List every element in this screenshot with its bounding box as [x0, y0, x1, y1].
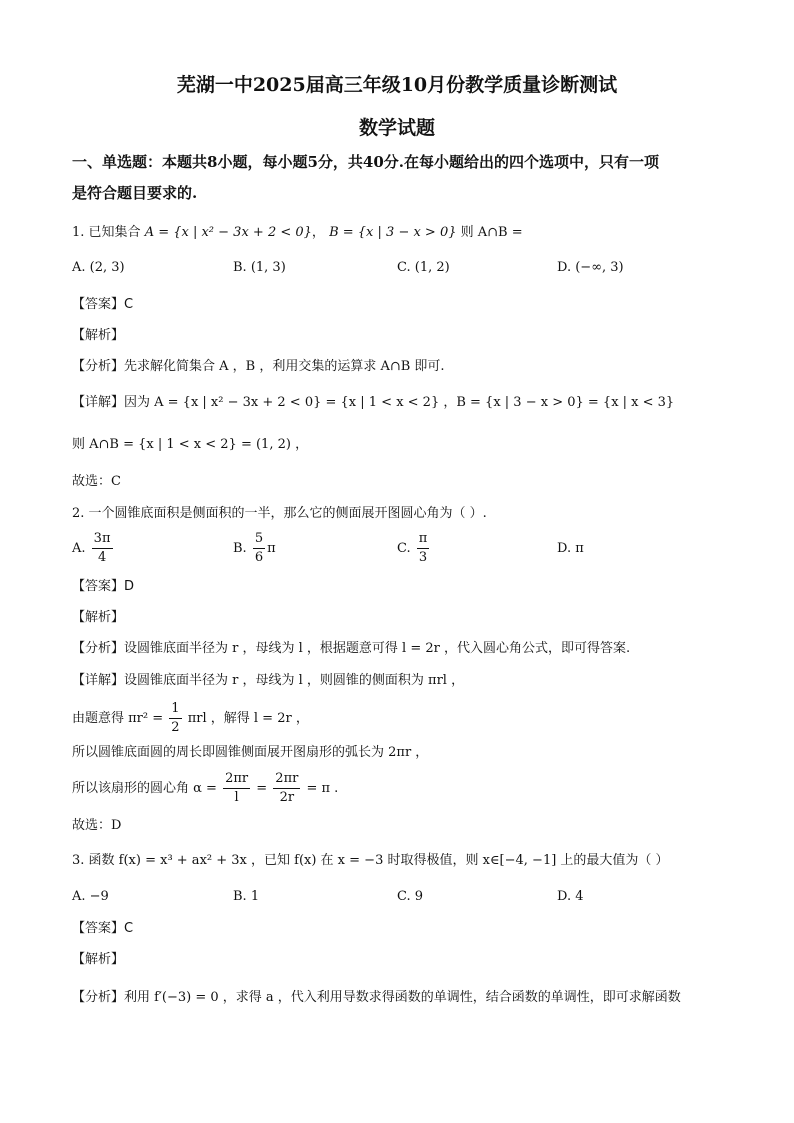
q2-angle-post: = π . [306, 781, 339, 796]
q2-equation-pre: 由题意得 πr² = [72, 711, 164, 726]
q2-angle-pre: 所以该扇形的圆心角 α = [72, 781, 217, 796]
q2-angle-fraction-1 [223, 770, 250, 807]
q2-equation-num: 1 [169, 700, 181, 719]
q2-stem: 2. 一个圆锥底面积是侧面积的一半，那么它的侧面展开图圆心角为（ ）. [72, 506, 487, 521]
q3-option-c: C. 9 [397, 889, 424, 904]
q1-sep: ， [311, 225, 325, 240]
q1-stem-post: 则 A∩B = [460, 225, 523, 240]
q2-angle-den-1: l [234, 790, 239, 805]
q2-answer: 【答案】D [72, 579, 135, 594]
q1-set-b: B = {x | 3 − x > 0} [329, 225, 457, 240]
q2-angle-mid: = [256, 781, 268, 796]
q2-option-b [233, 530, 276, 567]
q3-stem: 3. 函数 f(x) = x³ + ax² + 3x ，已知 f(x) 在 x = −3 时取得极值，则 x∈[−4, −1] 上的最大值为（ ） [72, 853, 669, 868]
q1-set-a: A = {x | x² − 3x + 2 < 0} [144, 225, 312, 240]
q2-option-a-num: 3π [92, 530, 113, 549]
q2-fenxi: 【分析】设圆锥底面半径为 r ，母线为 l ，根据题意可得 l = 2r ，代入圆心角公式，即可得答案. [72, 641, 631, 656]
q1-option-b: B. (1, 3) [233, 260, 286, 275]
q2-arc: 所以圆锥底面圆的周长即圆锥侧面展开图扇形的弧长为 2πr ， [72, 745, 429, 760]
q1-jiexi: 【解析】 [72, 328, 125, 343]
q2-equation-den: 2 [171, 720, 180, 735]
q2-jiexi: 【解析】 [72, 610, 125, 625]
q2-option-a-label: A. [72, 541, 86, 556]
q1-option-c: C. (1, 2) [397, 260, 450, 275]
q2-option-b-tail: π [267, 541, 276, 556]
q2-choose: 故选：D [72, 818, 122, 833]
q2-equation-post: πrl ，解得 l = 2r ， [187, 711, 309, 726]
q1-fenxi: 【分析】先求解化简集合 A ，B ，利用交集的运算求 A∩B 即可. [72, 359, 445, 374]
q2-angle-fraction-2 [273, 770, 300, 807]
q3-jiexi: 【解析】 [72, 952, 125, 967]
q1-answer: 【答案】C [72, 297, 134, 312]
q1-stem-pre: 1. 已知集合 [72, 225, 141, 240]
q2-option-c-den: 3 [418, 550, 428, 565]
q2-angle [72, 770, 338, 807]
q1-choose: 故选：C [72, 474, 121, 489]
document-subject: 数学试题 [358, 117, 435, 139]
q2-angle-num-2: 2πr [273, 770, 300, 789]
q1-conclusion: 则 A∩B = {x | 1 < x < 2} = (1, 2) ， [72, 437, 309, 452]
q3-option-b: B. 1 [233, 889, 260, 904]
q2-option-a-fraction [92, 530, 113, 567]
q2-option-a-den: 4 [97, 550, 107, 565]
q2-option-d: D. π [557, 541, 584, 556]
q3-option-a: A. −9 [72, 889, 109, 904]
q2-xiangjie: 【详解】设圆锥底面半径为 r ，母线为 l ，则圆锥的侧面积为 πrl ， [72, 673, 465, 688]
q2-option-b-den: 6 [254, 550, 264, 565]
document-title: 芜湖一中2025届高三年级10月份教学质量诊断测试 [176, 74, 618, 96]
q1-stem [72, 223, 523, 243]
q1-xiangjie: 【详解】因为 A = {x | x² − 3x + 2 < 0} = {x | 1 < x < 2} ，B = {x | 3 − x > 0} = {x | x < 3} [72, 395, 675, 410]
q2-option-b-fraction [253, 530, 265, 567]
q2-equation [72, 700, 309, 737]
q2-option-c [397, 530, 431, 567]
q3-option-d: D. 4 [557, 889, 584, 904]
q2-option-c-label: C. [397, 541, 411, 556]
q2-option-b-num: 5 [253, 530, 265, 549]
q2-equation-fraction [169, 700, 181, 737]
q3-answer: 【答案】C [72, 921, 134, 936]
section-heading-line2: 是符合题目要求的. [72, 184, 198, 202]
q2-angle-num-1: 2πr [223, 770, 250, 789]
q3-fenxi: 【分析】利用 f′(−3) = 0 ，求得 a ，代入利用导数求得函数的单调性，结合函数的单调性，即可求解函数 [72, 990, 681, 1005]
q2-option-c-fraction [417, 530, 430, 567]
q2-option-c-num: π [417, 530, 430, 549]
q2-option-a [72, 530, 115, 567]
section-heading-line1: 一、单选题：本题共8小题，每小题5分，共40分.在每小题给出的四个选项中，只有一项 [72, 153, 659, 171]
q2-angle-den-2: 2r [279, 790, 295, 805]
q1-option-d: D. (−∞, 3) [557, 260, 624, 275]
q2-option-b-label: B. [233, 541, 247, 556]
q1-option-a: A. (2, 3) [72, 260, 125, 275]
